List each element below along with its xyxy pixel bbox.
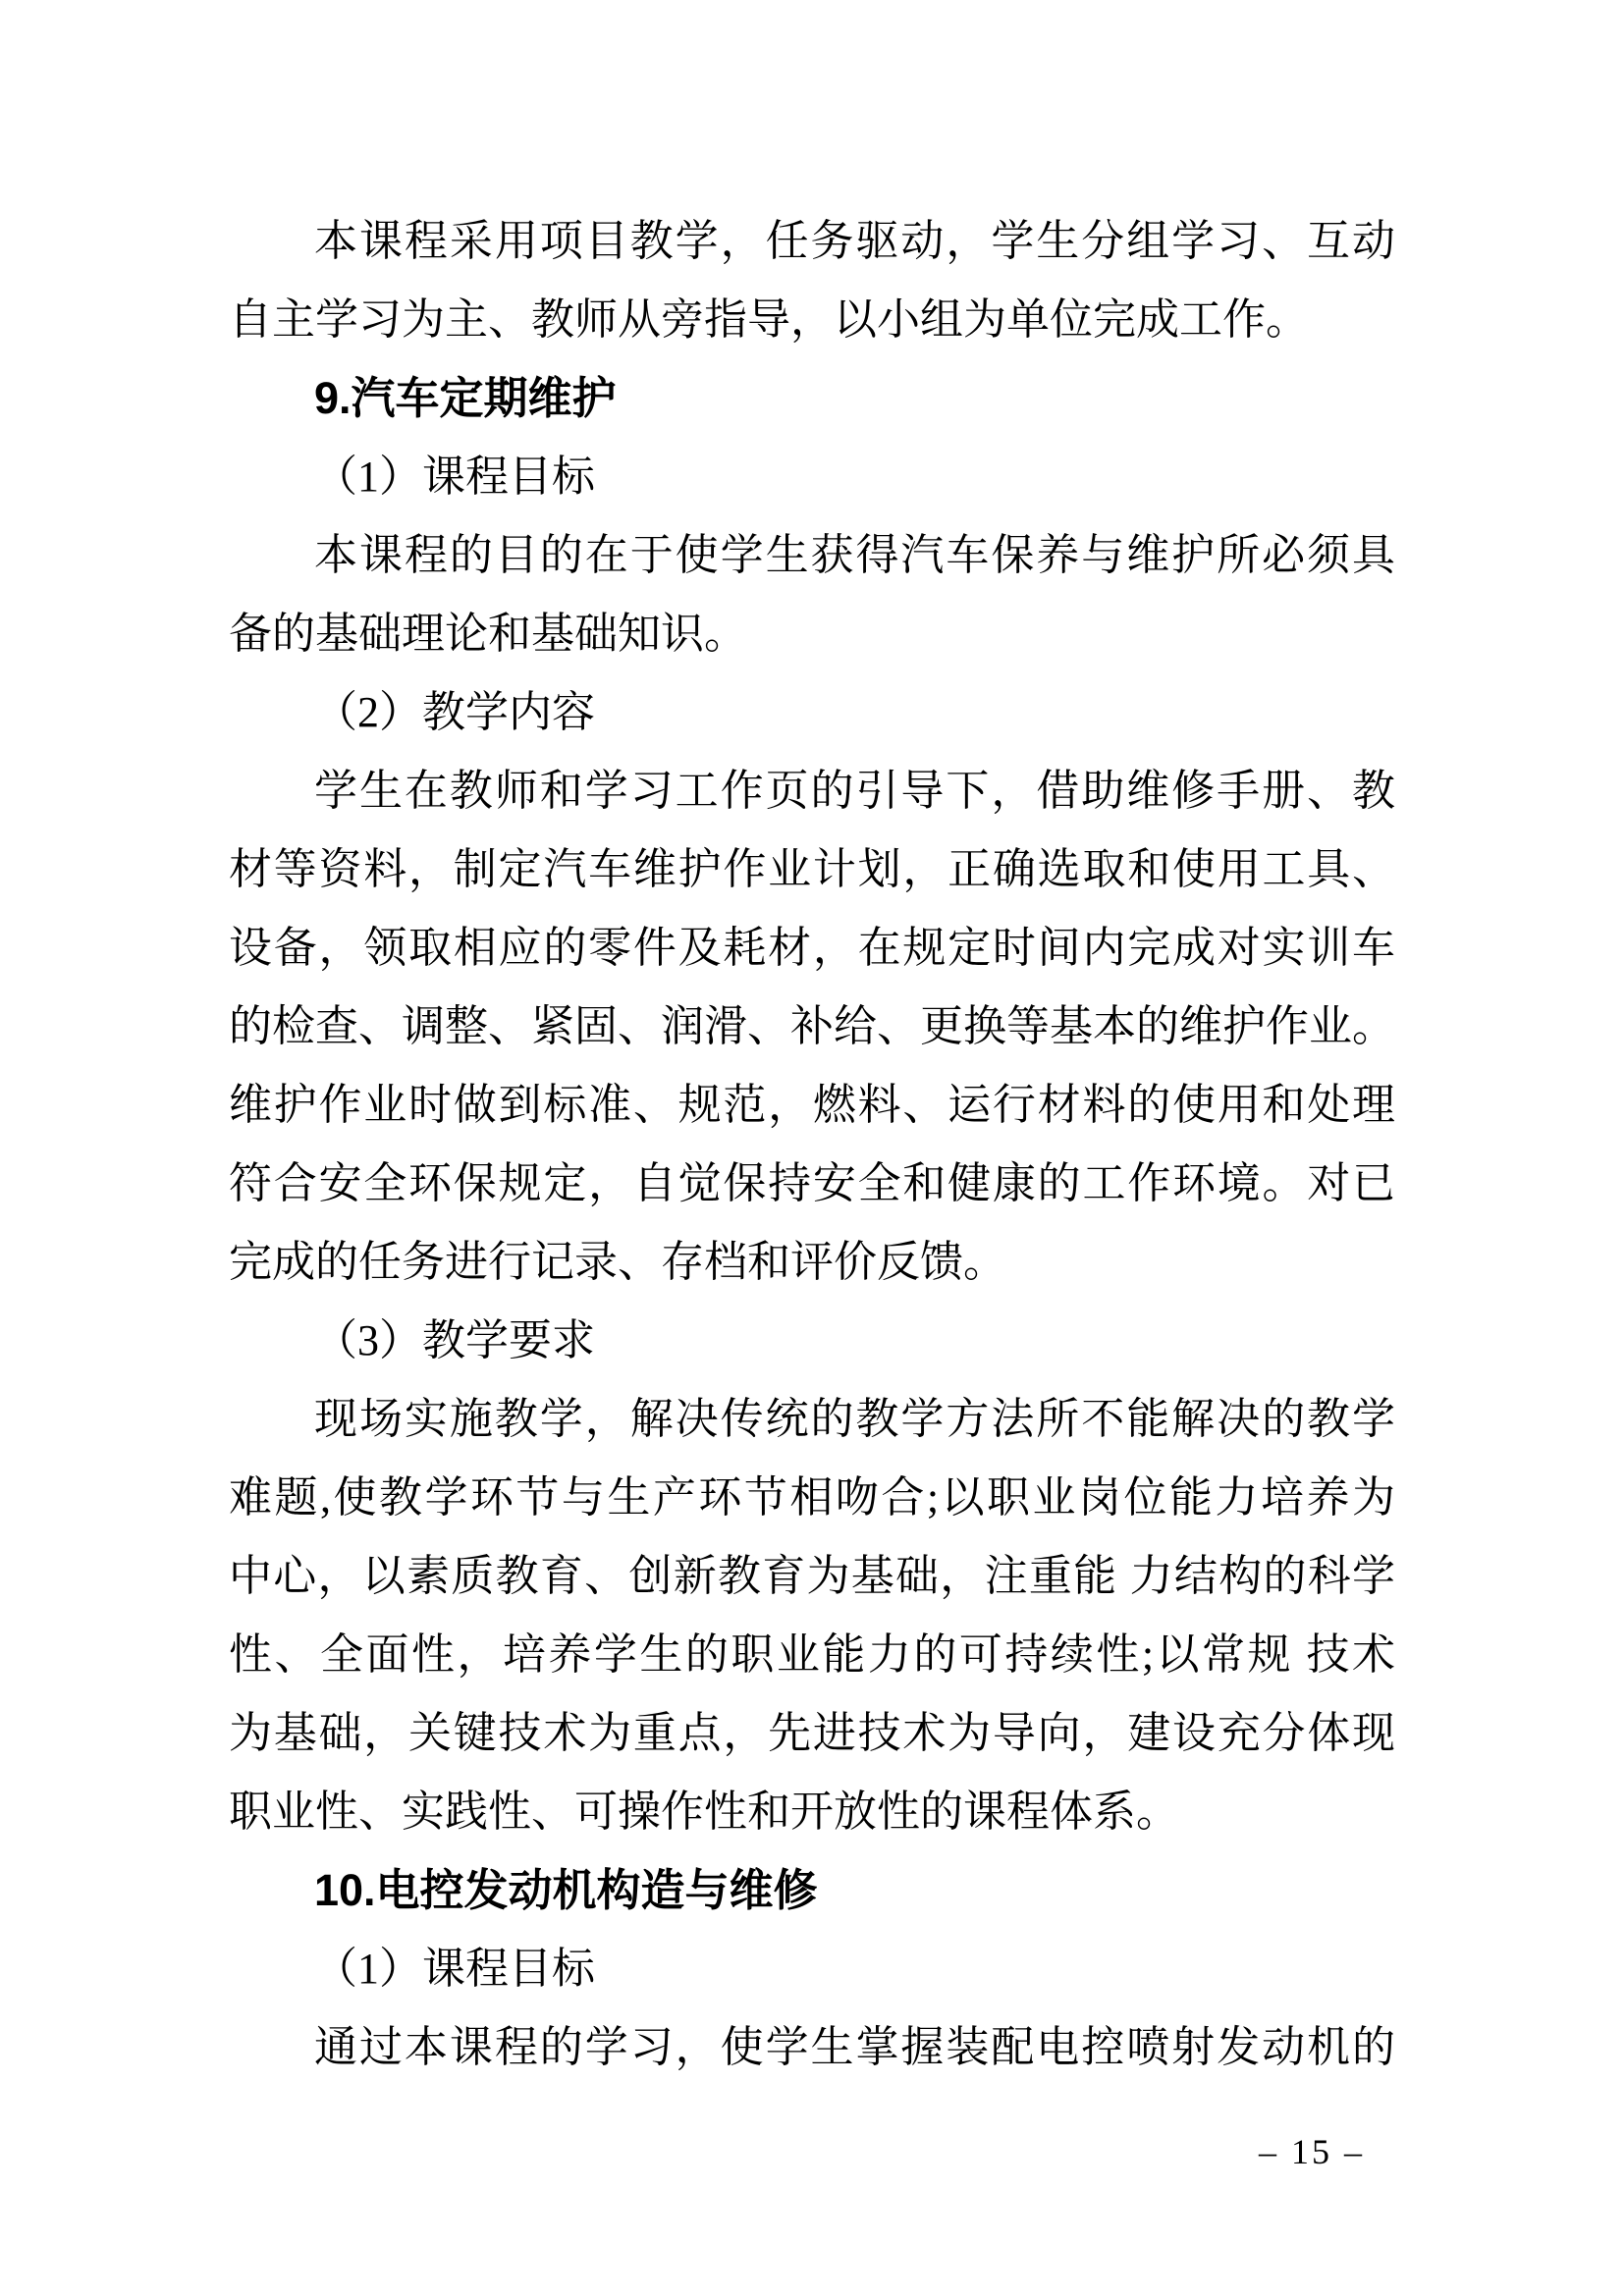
item-heading: （1）课程目标 xyxy=(314,453,595,501)
text-line: 符合安全环保规定，自觉保持安全和健康的工作环境。对已 xyxy=(229,1159,1395,1207)
text-line: 本课程采用项目教学，任务驱动，学生分组学习、互动 xyxy=(314,217,1395,265)
section-heading: 9.汽车定期维护 xyxy=(314,373,617,423)
text-line: 维护作业时做到标准、规范，燃料、运行材料的使用和处理 xyxy=(229,1081,1395,1129)
text-line: 难题,使教学环节与生产环节相吻合;以职业岗位能力培养为 xyxy=(229,1473,1395,1522)
text-line: 本课程的目的在于使学生获得汽车保养与维护所必须具 xyxy=(314,531,1395,579)
text-line: 自主学习为主、教师从旁指导，以小组为单位完成工作。 xyxy=(229,295,1309,344)
text-line: 性、全面性，培养学生的职业能力的可持续性;以常规 技术 xyxy=(229,1630,1395,1679)
item-heading: （1）课程目标 xyxy=(314,1945,595,1993)
page-number: – 15 – xyxy=(1259,2132,1365,2171)
text-line: 学生在教师和学习工作页的引导下，借助维修手册、教 xyxy=(314,767,1395,815)
item-heading: （3）教学要求 xyxy=(314,1316,595,1364)
item-heading: （2）教学内容 xyxy=(314,688,595,736)
page-footer xyxy=(1259,2128,1365,2175)
text-line: 中心，以素质教育、创新教育为基础，注重能 力结构的科学 xyxy=(229,1552,1395,1600)
text-line: 通过本课程的学习，使学生掌握装配电控喷射发动机的 xyxy=(314,2023,1395,2071)
text-line: 设备，领取相应的零件及耗材，在规定时间内完成对实训车 xyxy=(229,924,1395,972)
text-line: 材等资料，制定汽车维护作业计划，正确选取和使用工具、 xyxy=(229,845,1395,893)
text-line: 的检查、调整、紧固、润滑、补给、更换等基本的维护作业。 xyxy=(229,1002,1395,1050)
text-line: 职业性、实践性、可操作性和开放性的课程体系。 xyxy=(229,1788,1179,1836)
text-line: 完成的任务进行记录、存档和评价反馈。 xyxy=(229,1238,1006,1286)
text-line: 现场实施教学，解决传统的教学方法所不能解决的教学 xyxy=(314,1395,1395,1443)
document-body xyxy=(229,202,1395,2087)
section-heading: 10.电控发动机构造与维修 xyxy=(314,1865,818,1915)
text-line: 备的基础理论和基础知识。 xyxy=(229,610,747,658)
text-line: 为基础，关键技术为重点，先进技术为导向，建设充分体现 xyxy=(229,1709,1395,1757)
